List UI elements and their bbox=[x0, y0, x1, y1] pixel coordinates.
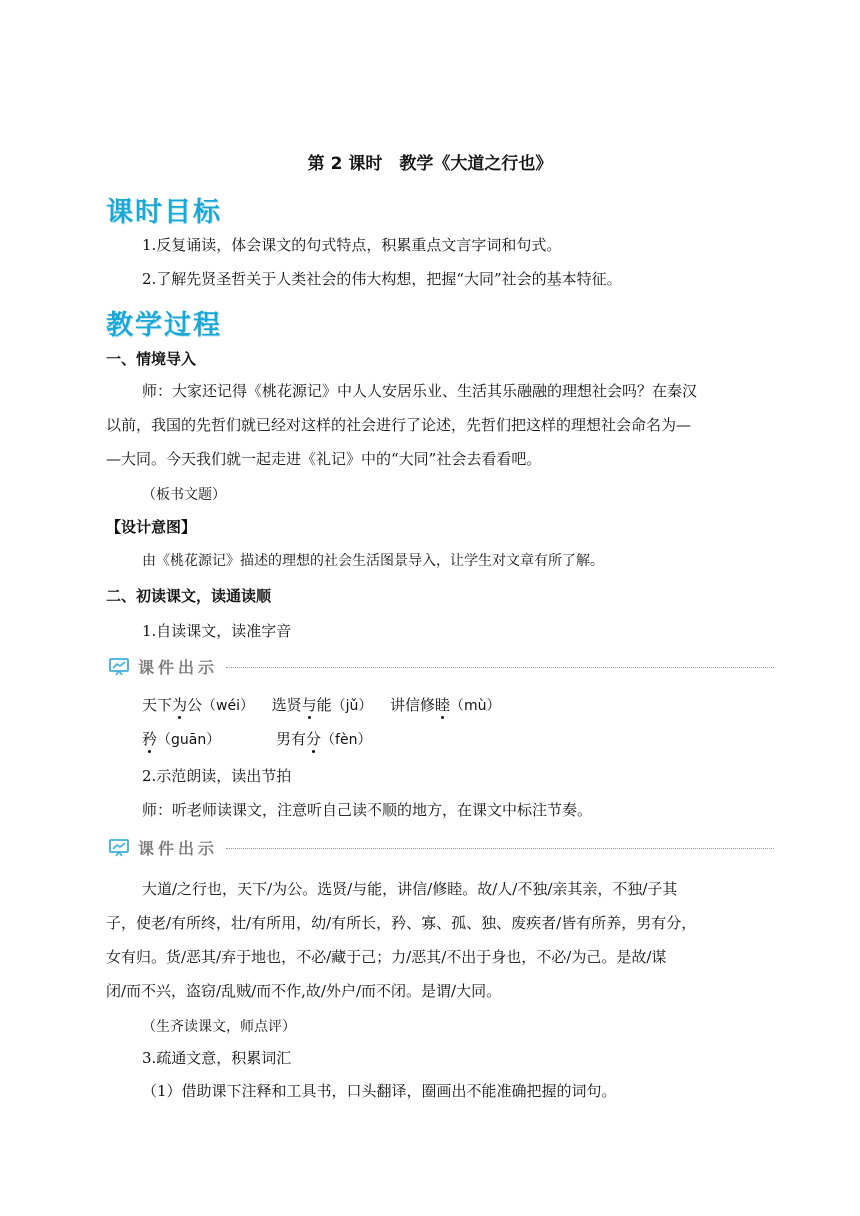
pinyin: （guān） bbox=[157, 732, 221, 748]
pronunciation-item bbox=[276, 729, 371, 750]
pron-text: 公 bbox=[187, 696, 203, 714]
process-heading: 教学过程 bbox=[106, 310, 222, 341]
courseware-label: 课件出示 bbox=[138, 839, 219, 858]
passage-line: 女有归。货/恶其/弃于地也，不必/藏于己；力/恶其/不出于身也，不必/为己。是故/谋 bbox=[106, 948, 667, 966]
pinyin: （mù） bbox=[449, 698, 501, 714]
step-text: （1）借助课下注释和工具书，口头翻译，圈画出不能准确把握的词句。 bbox=[142, 1082, 617, 1100]
courseware-label: 课件出示 bbox=[138, 658, 219, 677]
paragraph-line: 以前，我国的先哲们就已经对这样的社会进行了论述，先哲们把这样的理想社会命名为— bbox=[106, 416, 692, 434]
class-note: （生齐读课文，师点评） bbox=[142, 1019, 296, 1035]
pron-char: 矜 bbox=[142, 730, 158, 748]
pron-text: 能 bbox=[316, 696, 332, 714]
design-intent-heading: 【设计意图】 bbox=[106, 518, 197, 536]
passage-line: 子，使老/有所终，壮/有所用，幼/有所长，矜、寡、孤、独、废疾者/皆有所养，男有分， bbox=[106, 914, 697, 932]
step-text: 2.示范朗读，读出节拍 bbox=[142, 767, 292, 785]
design-intent-text: 由《桃花源记》描述的理想的社会生活图景导入，让学生对文章有所了解。 bbox=[142, 553, 604, 569]
presentation-board-icon bbox=[108, 838, 130, 858]
pron-text: 天下 bbox=[142, 696, 173, 714]
board-note: （板书文题） bbox=[142, 487, 226, 503]
section-heading: 二、初读课文，读通读顺 bbox=[106, 587, 272, 605]
courseware-banner bbox=[108, 836, 774, 859]
pinyin: （jǔ） bbox=[331, 698, 373, 714]
lesson-title: 第 2 课时 教学《大道之行也》 bbox=[307, 154, 553, 174]
teacher-line: 师：听老师读课文，注意听自己读不顺的地方，在课文中标注节奏。 bbox=[142, 801, 593, 819]
courseware-banner bbox=[108, 655, 774, 678]
pron-char: 分 bbox=[306, 730, 322, 748]
paragraph-line: 师：大家还记得《桃花源记》中人人安居乐业、生活其乐融融的理想社会吗？在秦汉 bbox=[142, 382, 698, 400]
pronunciation-line bbox=[142, 729, 220, 750]
pronunciation-line bbox=[142, 695, 500, 716]
pron-text: 讲信修 bbox=[389, 696, 435, 714]
step-text: 1.自读课文，读准字音 bbox=[142, 622, 292, 640]
pron-char: 与 bbox=[301, 696, 317, 714]
objective-item: 1.反复诵读，体会课文的句式特点，积累重点文言字词和句式。 bbox=[142, 236, 562, 254]
passage-line: 大道/之行也，天下/为公。选贤/与能，讲信/修睦。故/人/不独/亲其亲，不独/子其 bbox=[142, 880, 678, 898]
presentation-board-icon bbox=[108, 657, 130, 677]
paragraph-line: —大同。今天我们就一起走进《礼记》中的“大同”社会去看看吧。 bbox=[106, 450, 542, 468]
passage-line: 闭/而不兴，盗窃/乱贼/而不作,故/外户/而不闭。是谓/大同。 bbox=[106, 982, 502, 1000]
dotted-divider bbox=[226, 848, 774, 849]
objective-item: 2.了解先贤圣哲关于人类社会的伟大构想，把握“大同”社会的基本特征。 bbox=[142, 270, 622, 288]
section-heading: 一、情境导入 bbox=[106, 350, 197, 368]
pron-char: 为 bbox=[172, 696, 188, 714]
step-text: 3.疏通文意，积累词汇 bbox=[142, 1049, 292, 1067]
pinyin: （fèn） bbox=[321, 732, 372, 748]
pinyin: （wéi） bbox=[202, 698, 254, 714]
pron-char: 睦 bbox=[434, 696, 450, 714]
dotted-divider bbox=[226, 667, 774, 668]
pron-text: 男有 bbox=[276, 730, 307, 748]
pron-text: 选贤 bbox=[271, 696, 302, 714]
objectives-heading: 课时目标 bbox=[106, 197, 222, 228]
